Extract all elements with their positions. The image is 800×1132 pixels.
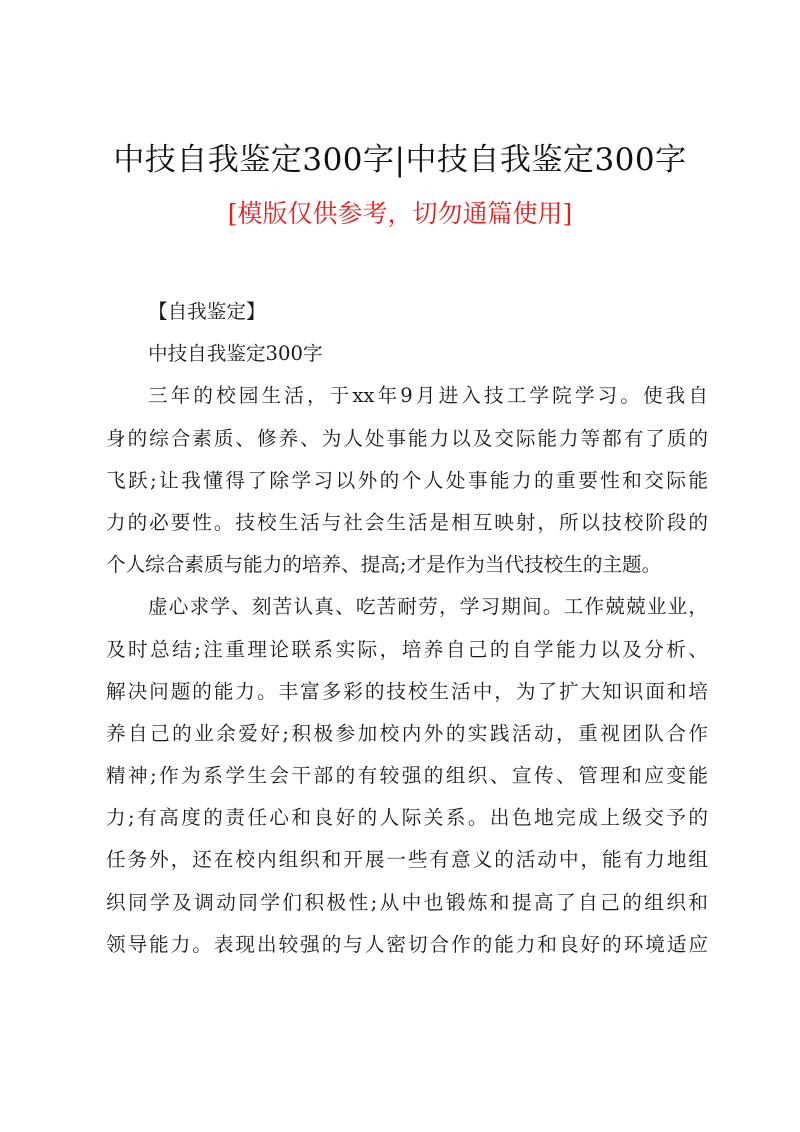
paragraph-line: 任务外，还在校内组织和开展一些有意义的活动中，能有力地组 [106,848,708,872]
section-heading: 【自我鉴定】 [148,300,266,323]
paragraph-line: 个人综合素质与能力的培养、提高;才是作为当代技校生的主题。 [106,553,662,577]
paragraph-line: 织同学及调动同学们积极性;从中也锻炼和提高了自己的组织和 [106,890,708,914]
paragraph-line: 领导能力。表现出较强的与人密切合作的能力和良好的环境适应 [106,932,708,956]
paragraph-line: 精神;作为系学生会干部的有较强的组织、宣传、管理和应变能 [106,764,708,788]
document-title: 中技自我鉴定300字|中技自我鉴定300字 [113,142,687,178]
paragraph-line: 及时总结;注重理论联系实际，培养自己的自学能力以及分析、 [106,637,708,661]
paragraph-line: 力;有高度的责任心和良好的人际关系。出色地完成上级交予的 [106,806,708,830]
paragraph-line: 力的必要性。技校生活与社会生活是相互映射，所以技校阶段的 [106,510,708,534]
paragraph-line: 身的综合素质、修养、为人处事能力以及交际能力等都有了质的 [106,426,708,450]
paragraph-line: 解决问题的能力。丰富多彩的技校生活中，为了扩大知识面和培 [106,679,708,703]
template-notice: [模版仅供参考，切勿通篇使用] [227,199,573,228]
paragraph-line: 养自己的业余爱好;积极参加校内外的实践活动，重视团队合作 [106,721,708,745]
article-title: 中技自我鉴定300字 [148,342,323,366]
paragraph-line: 虚心求学、刻苦认真、吃苦耐劳，学习期间。工作兢兢业业， [148,595,708,619]
paragraph-line: 飞跃;让我懂得了除学习以外的个人处事能力的重要性和交际能 [106,468,708,492]
document-body [106,291,708,966]
paragraph-line: 三年的校园生活，于xx年9月进入技工学院学习。使我自 [148,384,708,408]
